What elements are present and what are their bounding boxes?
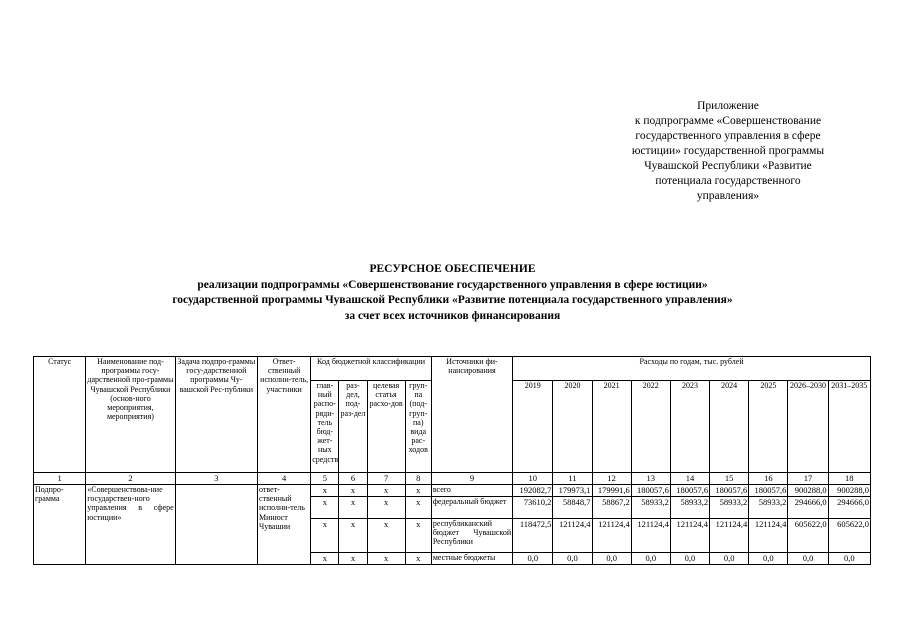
title-line: реализации подпрограммы «Совершенствование государственного управления в сфере юстиции» bbox=[197, 278, 708, 291]
value-cell: 294666,0 bbox=[788, 497, 828, 519]
code-cell: x bbox=[367, 485, 405, 497]
header-row bbox=[34, 357, 871, 381]
value-cell: 121124,4 bbox=[710, 519, 749, 553]
code-cell: x bbox=[339, 553, 367, 565]
source-cell: всего bbox=[431, 485, 512, 497]
value-cell: 121124,4 bbox=[592, 519, 631, 553]
appendix-line: Приложение bbox=[697, 100, 759, 112]
header-sources: Источники фи-нансирования bbox=[431, 357, 512, 473]
value-cell: 0,0 bbox=[631, 553, 670, 565]
resource-table bbox=[33, 356, 871, 565]
table-row bbox=[34, 485, 871, 497]
code-cell: x bbox=[405, 497, 431, 519]
value-cell: 121124,4 bbox=[670, 519, 709, 553]
status-cell: Подпро-грамма bbox=[34, 485, 86, 565]
header-responsible: Ответ-ственный исполни-тель, участники bbox=[258, 357, 311, 473]
value-cell: 0,0 bbox=[670, 553, 709, 565]
code-cell: x bbox=[367, 497, 405, 519]
value-cell: 179991,6 bbox=[592, 485, 631, 497]
index-cell: 12 bbox=[592, 473, 631, 485]
index-cell: 1 bbox=[34, 473, 86, 485]
value-cell: 0,0 bbox=[788, 553, 828, 565]
value-cell: 121124,4 bbox=[631, 519, 670, 553]
value-cell: 0,0 bbox=[553, 553, 592, 565]
header-year: 2031–2035 bbox=[828, 381, 870, 473]
code-cell: x bbox=[405, 519, 431, 553]
header-year: 2024 bbox=[710, 381, 749, 473]
value-cell: 180057,6 bbox=[710, 485, 749, 497]
value-cell: 118472,5 bbox=[513, 519, 553, 553]
index-cell: 6 bbox=[339, 473, 367, 485]
value-cell: 0,0 bbox=[710, 553, 749, 565]
header-year: 2020 bbox=[553, 381, 592, 473]
value-cell: 192082,7 bbox=[513, 485, 553, 497]
header-chief-administrator: глав-ный распо-ряди-тель бюд-жет-ных средств bbox=[311, 381, 339, 473]
header-task: Задача подпро-граммы госу-дарственной программы Чу-вашской Рес-публики bbox=[175, 357, 257, 473]
index-cell: 18 bbox=[828, 473, 870, 485]
task-cell bbox=[175, 485, 257, 565]
title-line: государственной программы Чувашской Республики «Развитие потенциала государственного управления» bbox=[172, 294, 733, 306]
index-cell: 11 bbox=[553, 473, 592, 485]
appendix-line: государственного управления в сфере bbox=[635, 130, 821, 142]
index-cell: 4 bbox=[258, 473, 311, 485]
value-cell: 121124,4 bbox=[553, 519, 592, 553]
value-cell: 180057,6 bbox=[749, 485, 788, 497]
value-cell: 58933,2 bbox=[631, 497, 670, 519]
value-cell: 0,0 bbox=[828, 553, 870, 565]
index-cell: 2 bbox=[86, 473, 175, 485]
responsible-cell: ответ-ственный исполни-тель Минюст Чувашии bbox=[258, 485, 311, 565]
header-year: 2021 bbox=[592, 381, 631, 473]
header-year: 2025 bbox=[749, 381, 788, 473]
index-cell: 17 bbox=[788, 473, 828, 485]
header-year: 2026–2030 bbox=[788, 381, 828, 473]
index-cell: 8 bbox=[405, 473, 431, 485]
code-cell: x bbox=[311, 553, 339, 565]
value-cell: 605622,0 bbox=[828, 519, 870, 553]
value-cell: 605622,0 bbox=[788, 519, 828, 553]
code-cell: x bbox=[339, 497, 367, 519]
appendix-line: потенциала государственного bbox=[655, 175, 801, 187]
code-cell: x bbox=[311, 485, 339, 497]
source-cell: республиканский бюджет Чувашской Республики bbox=[431, 519, 512, 553]
index-cell: 9 bbox=[431, 473, 512, 485]
code-cell: x bbox=[339, 519, 367, 553]
value-cell: 900288,0 bbox=[828, 485, 870, 497]
appendix-line: Чувашской Республики «Развитие bbox=[644, 160, 812, 172]
index-cell: 16 bbox=[749, 473, 788, 485]
source-cell: федеральный бюджет bbox=[431, 497, 512, 519]
index-cell: 10 bbox=[513, 473, 553, 485]
index-row bbox=[34, 473, 871, 485]
header-name: Наименование под-программы госу-дарственной про-граммы Чувашской Республики (основ-ного мероприятия, мероприятия) bbox=[86, 357, 175, 473]
appendix-line: юстиции» государственной программы bbox=[631, 145, 825, 157]
value-cell: 0,0 bbox=[749, 553, 788, 565]
header-expenses: Расходы по годам, тыс. рублей bbox=[513, 357, 871, 381]
index-cell: 14 bbox=[670, 473, 709, 485]
code-cell: x bbox=[405, 553, 431, 565]
value-cell: 294666,0 bbox=[828, 497, 870, 519]
value-cell: 58933,2 bbox=[710, 497, 749, 519]
value-cell: 58933,2 bbox=[749, 497, 788, 519]
index-cell: 7 bbox=[367, 473, 405, 485]
header-budget-code: Код бюджетной классификации bbox=[311, 357, 432, 381]
index-cell: 3 bbox=[175, 473, 257, 485]
index-cell: 13 bbox=[631, 473, 670, 485]
header-section: раз-дел, под-раз-дел bbox=[339, 381, 367, 473]
value-cell: 180057,6 bbox=[631, 485, 670, 497]
value-cell: 121124,4 bbox=[749, 519, 788, 553]
document-title bbox=[0, 262, 905, 324]
value-cell: 58867,2 bbox=[592, 497, 631, 519]
code-cell: x bbox=[311, 519, 339, 553]
header-year: 2023 bbox=[670, 381, 709, 473]
appendix-line: управления» bbox=[696, 190, 760, 202]
code-cell: x bbox=[367, 519, 405, 553]
code-cell: x bbox=[311, 497, 339, 519]
title-line: РЕСУРСНОЕ ОБЕСПЕЧЕНИЕ bbox=[369, 263, 536, 275]
code-cell: x bbox=[339, 485, 367, 497]
value-cell: 180057,6 bbox=[670, 485, 709, 497]
appendix-line: к подпрограмме «Совершенствование bbox=[634, 115, 822, 127]
value-cell: 73610,2 bbox=[513, 497, 553, 519]
header-status: Статус bbox=[34, 357, 86, 473]
header-year: 2022 bbox=[631, 381, 670, 473]
value-cell: 179973,1 bbox=[553, 485, 592, 497]
value-cell: 0,0 bbox=[513, 553, 553, 565]
value-cell: 900288,0 bbox=[788, 485, 828, 497]
code-cell: x bbox=[405, 485, 431, 497]
index-cell: 15 bbox=[710, 473, 749, 485]
title-line: за счет всех источников финансирования bbox=[344, 309, 561, 322]
header-year: 2019 bbox=[513, 381, 553, 473]
name-cell: «Совершенствова-ние государствен-ного управления в сфере юстиции» bbox=[86, 485, 175, 565]
value-cell: 58848,7 bbox=[553, 497, 592, 519]
header-target-item: целевая статья расхо-дов bbox=[367, 381, 405, 473]
header-expense-group: груп-па (под-груп-па) вида рас-ходов bbox=[405, 381, 431, 473]
index-cell: 5 bbox=[311, 473, 339, 485]
code-cell: x bbox=[367, 553, 405, 565]
source-cell: местные бюджеты bbox=[431, 553, 512, 565]
appendix-block bbox=[598, 99, 858, 204]
value-cell: 58933,2 bbox=[670, 497, 709, 519]
value-cell: 0,0 bbox=[592, 553, 631, 565]
